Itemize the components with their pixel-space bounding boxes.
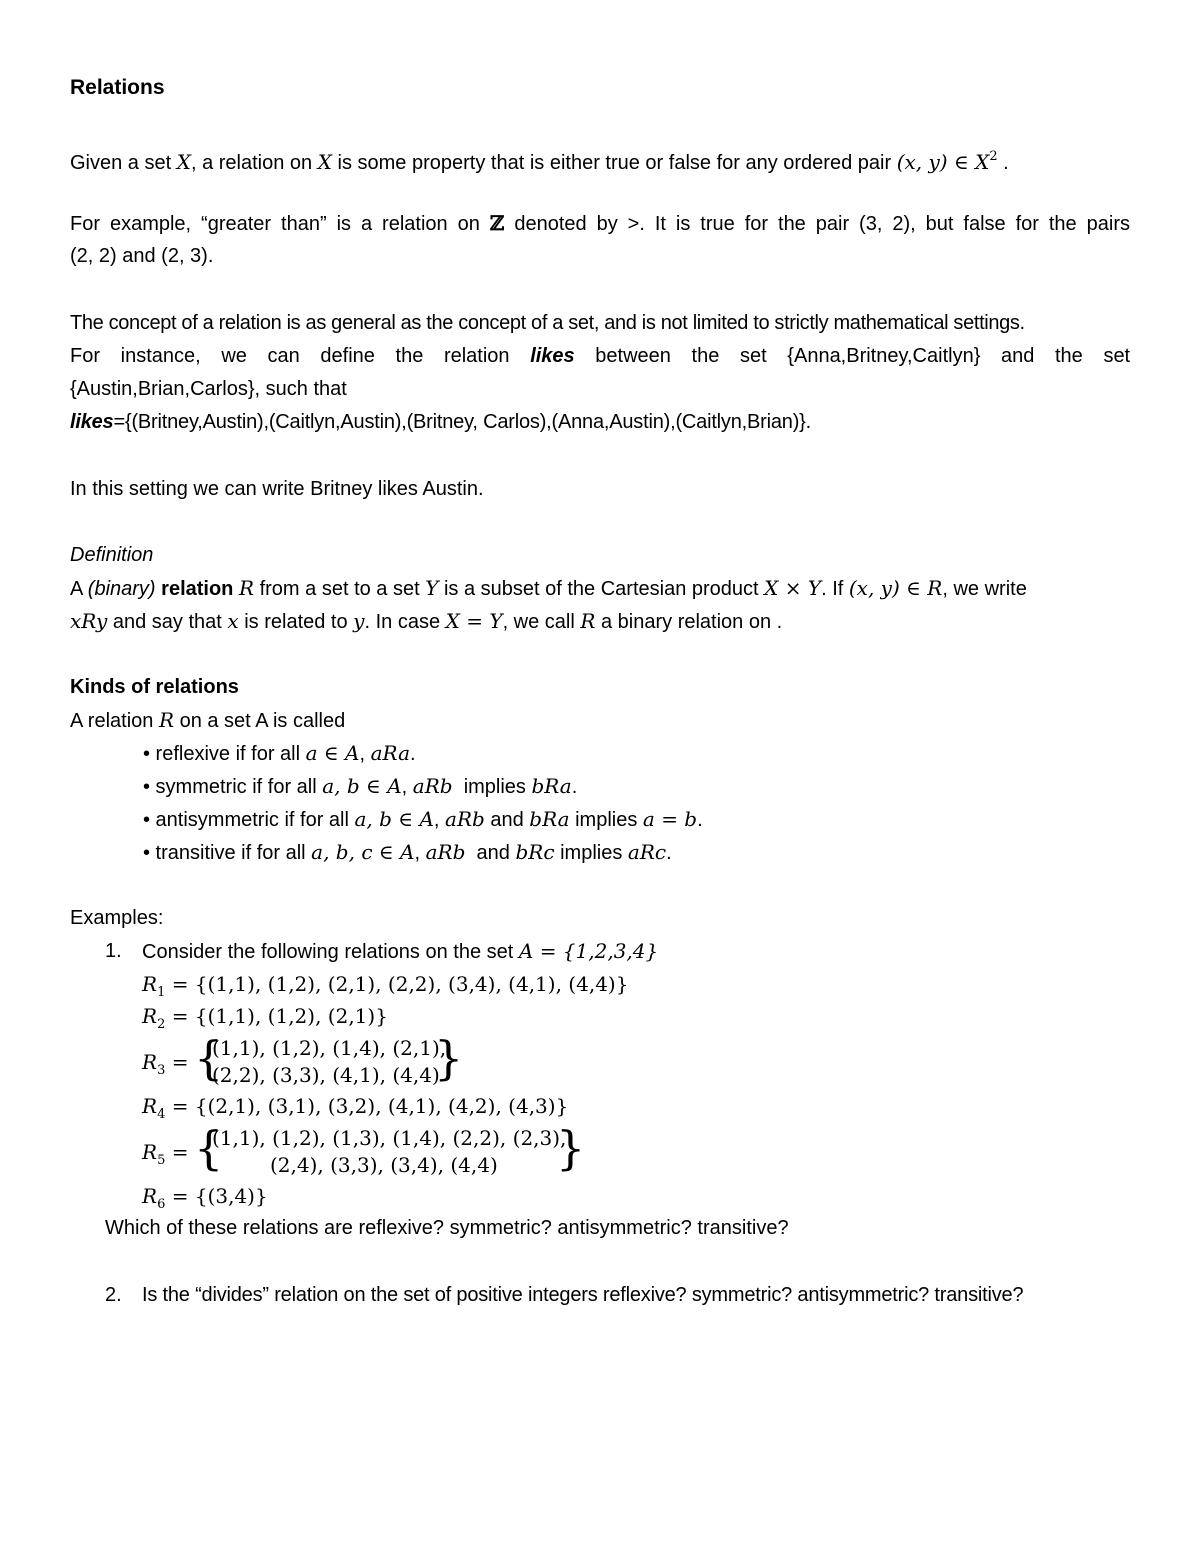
concept-word: likes [530, 345, 575, 367]
r5-right-brace: } [556, 1121, 586, 1175]
kind-reflexive: • reflexive if for all a ∈ A, aRa. [143, 741, 416, 765]
kinds-intro: A relation R on a set A is called [70, 708, 346, 732]
intro-paragraph: Given a set X, a relation on X is some property that is either true or false for any ordered pair (x, y) ∈ $X^2$ . [70, 149, 1009, 174]
concept-paragraph-line2 [70, 344, 1130, 368]
kind-transitive: • transitive if for all a, b, c ∈ A, aRb and bRc implies aRc. [143, 840, 672, 864]
definition-line2: xRy and say that x is related to y. In case X = Y, we call R a binary relation on . [70, 609, 783, 633]
concept-word: the [395, 345, 424, 367]
kinds-heading: Kinds of relations [70, 676, 239, 698]
example1-question: Which of these relations are reflexive? symmetric? antisymmetric? transitive? [105, 1217, 789, 1239]
example-paragraph-line2: (2, 2) and (2, 3). [70, 245, 214, 267]
relation-r2: $R_2 = \{(1,1)$, (1,2), (2,1)} [142, 1004, 388, 1032]
example1-text: Consider the following relations on the set A = {1,2,3,4} [142, 939, 659, 963]
relation-r6: $R_6 = \{(3,4)\}$ [142, 1184, 268, 1212]
concept-word: the [691, 345, 720, 367]
concept-word: instance, [120, 345, 201, 367]
concept-paragraph-line1: The concept of a relation is as general as the concept of a set, and is not limited to strictly mathematical settings. [70, 312, 1025, 334]
page-title: Relations [70, 76, 165, 99]
example1-number: 1. [105, 940, 122, 962]
concept-word: For [70, 345, 100, 367]
relation-r4: $R_4 = \{(2,1)$, (3,1), (3,2), (4,1), (4,2), (4,3)} [142, 1094, 569, 1122]
concept-word: we [221, 345, 247, 367]
likes-set-definition: likes={(Britney,Austin),(Caitlyn,Austin),(Britney, Carlos),(Anna,Austin),(Caitlyn,Brian)}. [70, 411, 811, 433]
kind-symmetric: • symmetric if for all a, b ∈ A, aRb implies bRa. [143, 774, 578, 798]
setting-line: In this setting we can write Britney likes Austin. [70, 478, 484, 500]
concept-word: between [595, 345, 671, 367]
example2-text: Is the “divides” relation on the set of positive integers reflexive? symmetric? antisymmetric? transitive? [142, 1284, 1024, 1306]
examples-heading: Examples: [70, 907, 164, 929]
concept-word: set [1103, 345, 1131, 367]
concept-word: the [1055, 345, 1083, 367]
concept-paragraph-line3: {Austin,Brian,Carlos}, such that [70, 378, 347, 400]
r3-left-brace: { [194, 1031, 224, 1085]
example2-number: 2. [105, 1284, 122, 1306]
example-paragraph-line1: For example, “greater than” is a relation on ℤ denoted by >. It is true for the pair (3, 2), but false for the pairs [70, 211, 1130, 235]
concept-word: define [320, 345, 375, 367]
relation-r5-row2: (2,4), (3,3), (3,4), (4,4) [270, 1153, 498, 1177]
relation-r3-label: $R_3$ = [142, 1050, 189, 1078]
relation-r5-label: $R_5$ = [142, 1140, 189, 1168]
concept-word: can [267, 345, 300, 367]
concept-word: {Anna,Britney,Caitlyn} [787, 345, 981, 367]
concept-word: relation [443, 345, 510, 367]
relation-r5-row1: (1,1), (1,2), (1,3), (1,4), (2,2), (2,3), [212, 1126, 567, 1150]
concept-word: set [739, 345, 767, 367]
definition-heading: Definition [70, 544, 154, 566]
r3-right-brace: } [434, 1031, 464, 1085]
concept-word: and [1001, 345, 1035, 367]
relation-r3-row1: (1,1), (1,2), (1,4), (2,1), [212, 1036, 447, 1060]
definition-line1: A (binary) relation R from a set to a set Y is a subset of the Cartesian product X × Y. If (x, y) ∈ R, we write [70, 576, 1027, 600]
relation-r3-row2: (2,2), (3,3), (4,1), (4,4) [212, 1063, 440, 1087]
r5-left-brace: { [194, 1121, 224, 1175]
relation-r1: $R_1 = \{(1,1)$, (1,2), (2,1), (2,2), (3,4), (4,1), (4,4)} [142, 972, 629, 1000]
kind-antisymmetric: • antisymmetric if for all a, b ∈ A, aRb and bRa implies a = b. [143, 807, 703, 831]
